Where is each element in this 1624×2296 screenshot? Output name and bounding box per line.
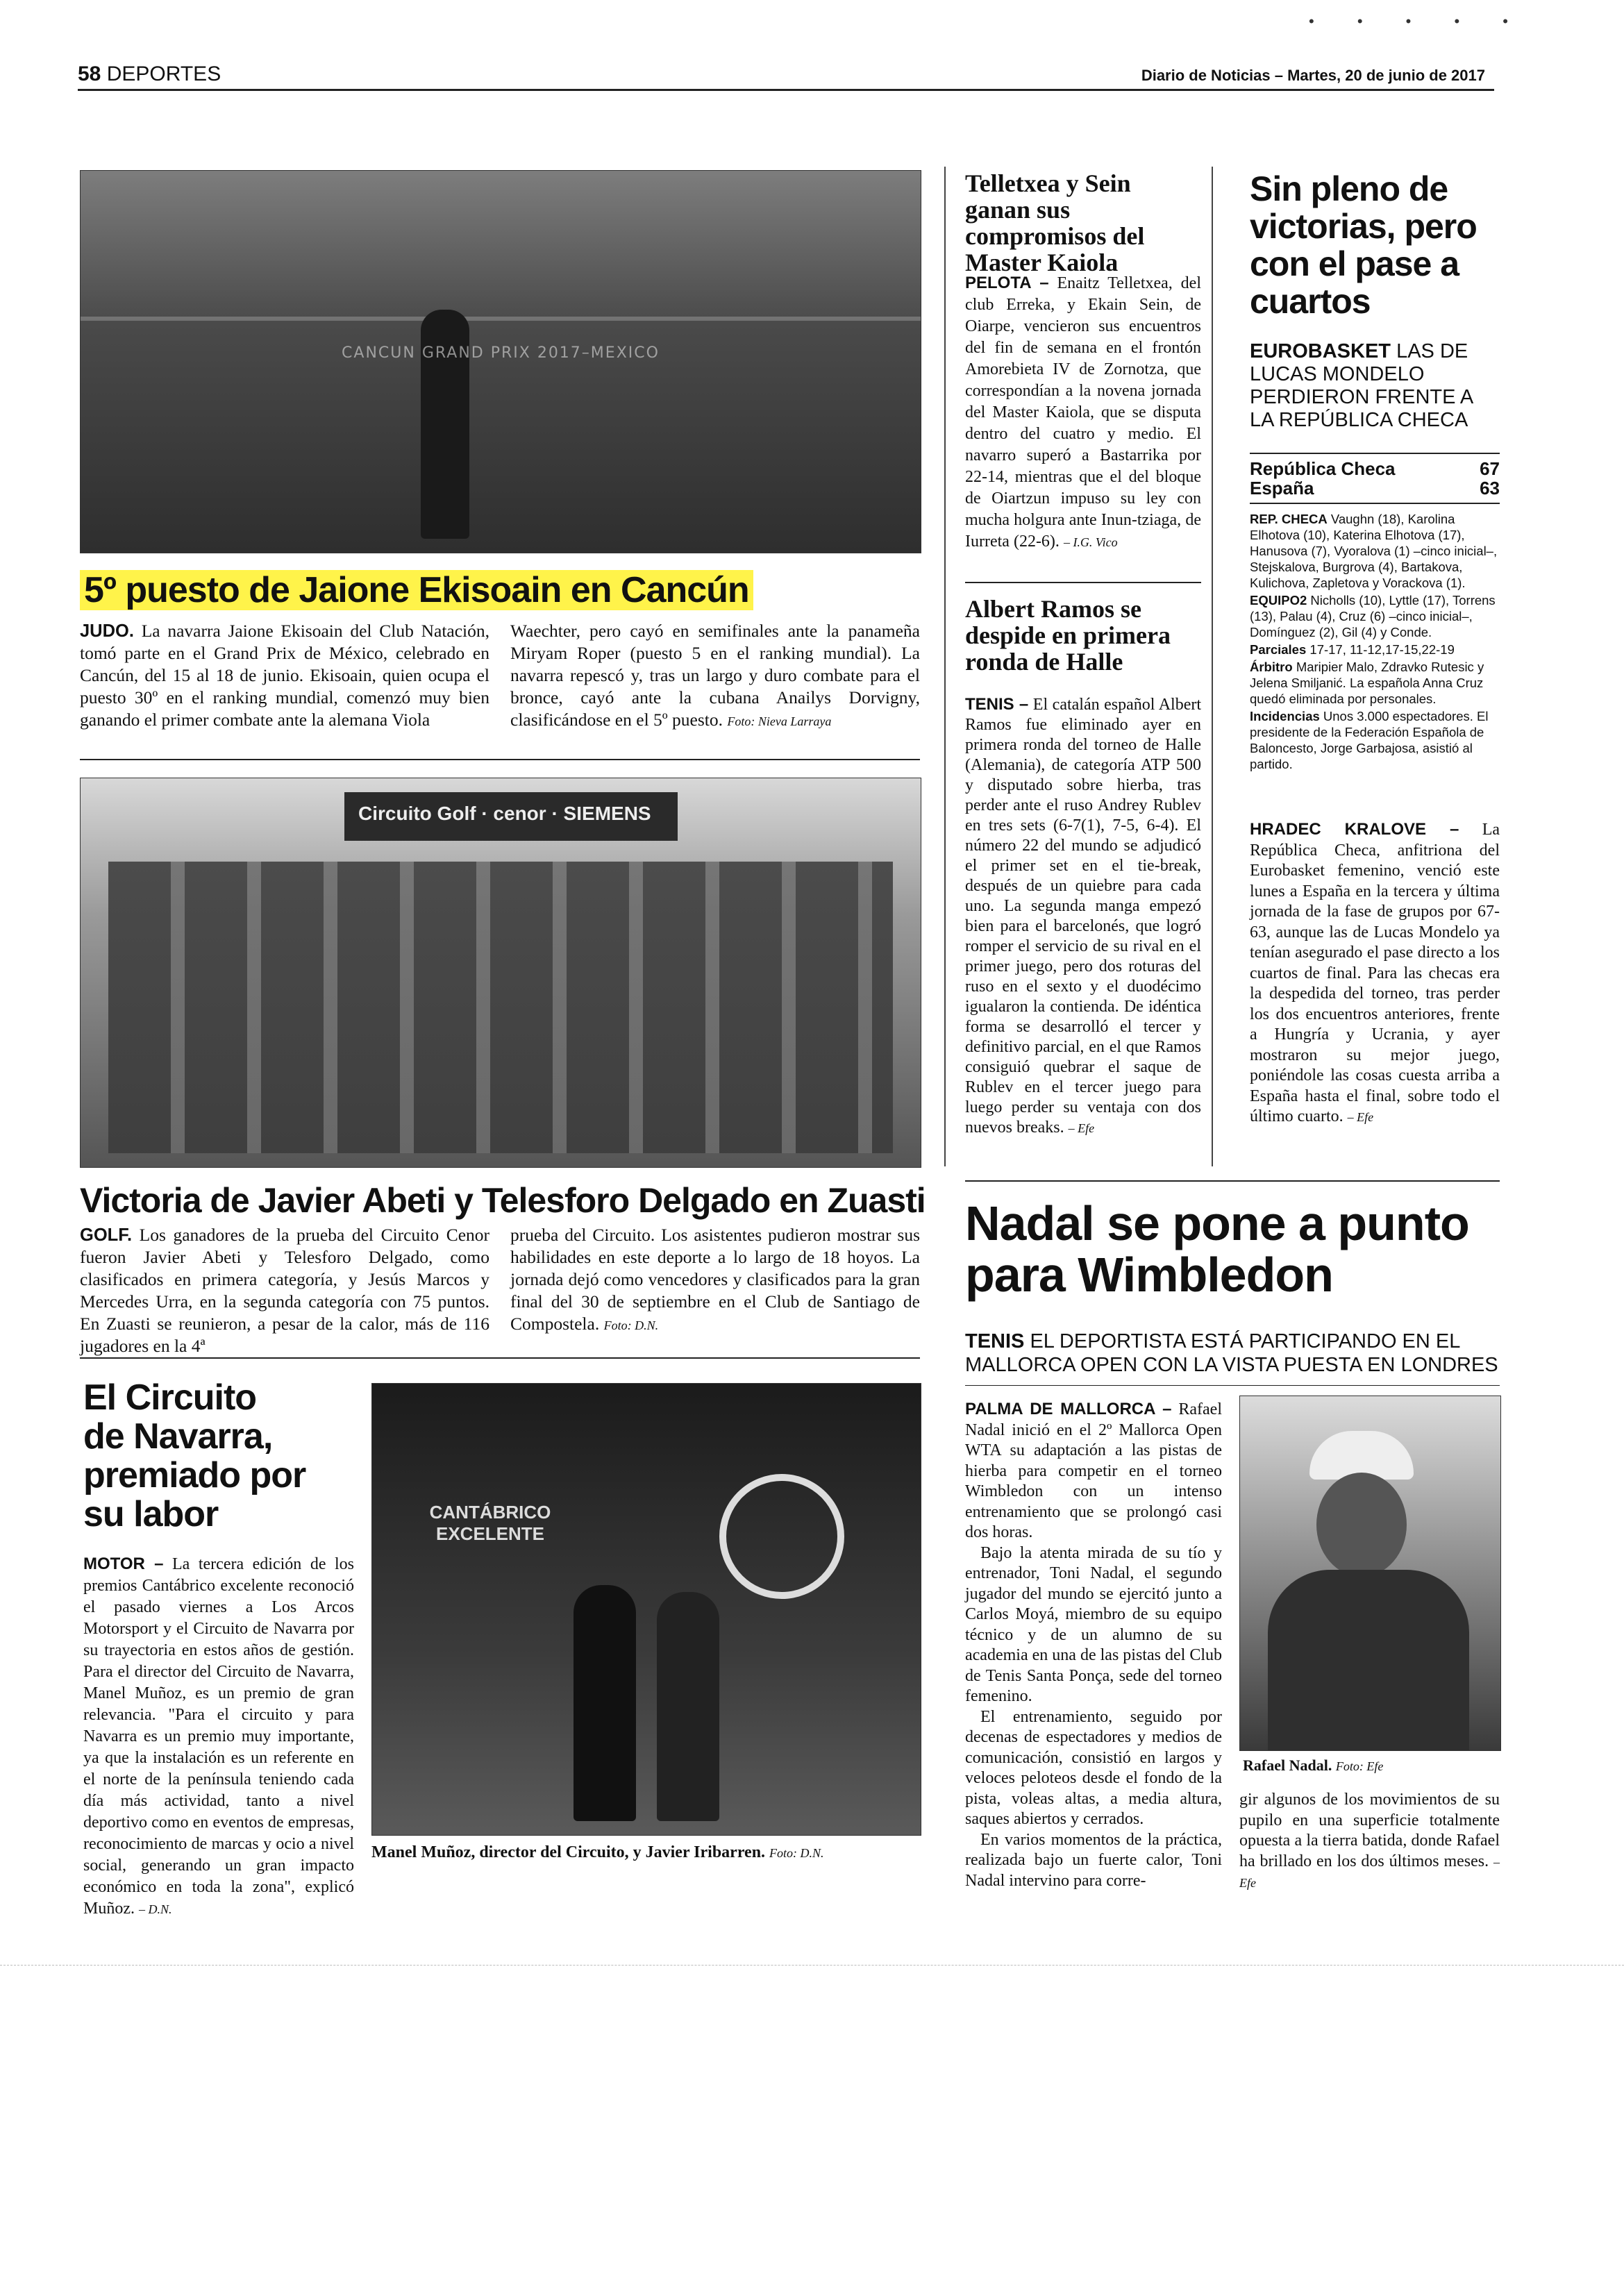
motor-caption-credit: Foto: D.N. — [769, 1846, 824, 1860]
golf-credit: Foto: D.N. — [603, 1318, 659, 1332]
eurobasket-headline-line: cuartos — [1250, 282, 1371, 321]
score-points: 63 — [1480, 478, 1500, 498]
nadal-top-rule — [965, 1180, 1500, 1182]
eurobasket-kicker2: HRADEC KRALOVE – — [1250, 820, 1459, 839]
golf-group-photo — [80, 778, 921, 1168]
score-row — [1250, 478, 1500, 498]
pelota-body — [965, 272, 1201, 553]
header-rule — [78, 89, 1494, 91]
motor-headline-line: premiado por — [83, 1455, 306, 1495]
judo-kicker: JUDO. — [80, 621, 134, 641]
person-right — [657, 1592, 719, 1821]
eurobasket-headline-line: con el pase a — [1250, 244, 1459, 283]
motor-award-photo — [371, 1383, 921, 1836]
stat-text: 17-17, 11-12,17-15,22-19 — [1309, 642, 1455, 657]
stat-text: Vaughn (18), Karolina Elhotova (10), Katerina Elhotova (17), Hanusova (7), Vyoralova (1) –cinco inicial–, Stejskalova, Burgrova (4), Bartakova, Kulichova, Zapletova y Vorackova (1). — [1250, 512, 1498, 590]
judo-col2 — [510, 620, 920, 732]
golf-col1 — [80, 1224, 489, 1357]
stat-label: Incidencias — [1250, 709, 1320, 723]
golf-group-figures — [108, 862, 893, 1153]
page-fold-line — [0, 1965, 1624, 1966]
motor-headline-line: El Circuito — [83, 1377, 257, 1418]
score-bottom-rule — [1250, 503, 1500, 504]
nadal-subhead-text: EL DEPORTISTA ESTÁ PARTICIPANDO EN EL MALLORCA OPEN CON LA VISTA PUESTA EN LONDRES — [965, 1330, 1498, 1376]
torso-shape — [1268, 1570, 1469, 1750]
golf-col2 — [510, 1224, 920, 1336]
pelota-body-text: Enaitz Telletxea, del club Erreka, y Ekain Sein, de Oiarpe, vencieron sus encuentros del fin de semana en el frontón Amorebieta IV de Zornotza, que correspondían a la novena jornada del Master Kaiola, que se disputa dentro del cuatro y medio. El navarro superó a Bastarrika por 22-14, mientras que el del bloque de Oiartzun impuso su ley con mucha holgura ante Inun-tziaga, de Iurreta (22-6). — [965, 274, 1201, 551]
ramos-signature: – Efe — [1068, 1121, 1095, 1135]
nadal-caption-text: Rafael Nadal. — [1243, 1757, 1332, 1774]
eurobasket-body-text: La República Checa, anfitriona del Eurobasket femenino, venció este lunes a España en la tercera y última jornada de la fase de grupos por 67-63, aunque las de Lucas Mondelo ya tenían asegurado el pase directo a los cuartos de final. Para las checas era la despedida del torneo, tras perder los dos encuentros anteriores, frente a Hungría y Ucrania, y ayer mostraron su mejor juego, poniéndole las cosas cuesta arriba a España hasta el final, sobre todo el último cuarto. — [1250, 821, 1500, 1125]
pelota-signature: – I.G. Vico — [1063, 535, 1118, 549]
stat-text: Unos 3.000 espectadores. El presidente de la Federación Española de Baloncesto, Jorge Garbajosa, asistió al partido. — [1250, 709, 1489, 771]
section-name: DEPORTES — [106, 62, 221, 85]
motor-body-text: La tercera edición de los premios Cantábrico excelente reconoció el pasado viernes a Los Arcos Motorsport y el Circuito de Navarra por su trayectoria en estos años de gestión. Para el director del Circuito de Navarra, Manel Muñoz, es un premio de gran relevancia. "Para el circuito y para Navarra es un premio muy importante, ya que la instalación es un referente en el norte de la península teniendo cada día más actividad, tanto a nivel deportivo como en eventos de empresas, reconocimiento de marcas y ocio a nivel social, generando un gran impacto económico en toda la zona", explicó Muñoz. — [83, 1555, 355, 1918]
pelota-headline: Telletxea y Sein ganan sus compromisos del Master Kaiola — [965, 169, 1145, 276]
score-points: 67 — [1480, 458, 1500, 479]
judo-divider — [80, 759, 920, 760]
nadal-p4: En varios momentos de la práctica, realizada bajo un fuerte calor, Toni Nadal intervino para corre- — [965, 1830, 1222, 1890]
eurobasket-stats — [1250, 511, 1500, 772]
stat-line — [1250, 642, 1500, 657]
motor-headline-line: de Navarra, — [83, 1416, 273, 1457]
column-rule-1 — [944, 167, 946, 1166]
stat-line — [1250, 511, 1500, 591]
nadal-p1: Rafael Nadal inició en el 2º Mallorca Open WTA su adaptación a las pistas de hierba para competir en el torneo Wimbledon con un intenso entrenamiento que se prolongó casi dos horas. — [965, 1400, 1222, 1541]
judo-col1 — [80, 620, 489, 731]
nadal-kicker2: PALMA DE MALLORCA – — [965, 1400, 1172, 1418]
stat-label: Árbitro — [1250, 660, 1293, 674]
nadal-kicker: TENIS — [965, 1330, 1025, 1352]
score-team: España — [1250, 478, 1314, 498]
golf-col1-text: Los ganadores de la prueba del Circuito Cenor fueron Javier Abeti y Telesforo Delgado, como clasificados en primera categoría, y Jesús Marcos y Mercedes Urra, en la segunda categoría con 75 puntos. En Zuasti se reunieron, a pesar de la calor, más de 116 jugadores en la 4ª — [80, 1225, 490, 1356]
award-logo — [719, 1474, 844, 1599]
judo-headline-text: 5º puesto de Jaione Ekisoain en Cancún — [80, 570, 753, 610]
column-rule-2 — [1212, 167, 1213, 1166]
judo-photo — [80, 170, 921, 553]
ramos-body — [965, 694, 1201, 1139]
eurobasket-kicker: EUROBASKET — [1250, 340, 1391, 362]
page-number: 58 — [78, 62, 101, 85]
pelota-divider — [965, 582, 1201, 583]
stat-label: REP. CHECA — [1250, 512, 1328, 526]
pelota-kicker: PELOTA – — [965, 274, 1049, 292]
golf-col2-text: prueba del Circuito. Los asistentes pudieron mostrar sus habilidades en este deporte a lo largo de 18 hoyos. La jornada dejó como vencedores y clasificados para la gran final del 30 de septiembre en el Club de Santiago de Compostela. — [510, 1225, 920, 1334]
motor-kicker: MOTOR – — [83, 1555, 164, 1573]
stat-label: Parciales — [1250, 642, 1307, 657]
nadal-caption-credit: Foto: Efe — [1335, 1759, 1384, 1773]
stat-text: Maripier Malo, Zdravko Rutesic y Jelena Smiljanić. La española Anna Cruz quedó eliminada por personales. — [1250, 660, 1484, 706]
nadal-caption — [1243, 1757, 1383, 1775]
eurobasket-headline-line: Sin pleno de — [1250, 169, 1448, 208]
judo-credit: Foto: Nieva Larraya — [727, 714, 832, 728]
golf-banner-text: Circuito Golf · cenor · SIEMENS — [358, 803, 651, 824]
judo-headline — [80, 569, 753, 611]
corner-marks: • • • • • — [1309, 12, 1527, 30]
eurobasket-subhead-text: LAS DE LUCAS MONDELO PERDIERON FRENTE A LA REPÚBLICA CHECA — [1250, 340, 1473, 431]
nadal-signature: – Efe — [1239, 1854, 1500, 1890]
nadal-subhead — [965, 1330, 1500, 1377]
ramos-headline: Albert Ramos se despide en primera ronda de Halle — [965, 595, 1171, 676]
judo-photo-banner: CANCUN GRAND PRIX 2017–MEXICO — [342, 344, 660, 362]
score-top-rule — [1250, 453, 1500, 454]
page-header-section — [78, 62, 221, 86]
eurobasket-subhead — [1250, 340, 1500, 432]
judo-col2-text: Waechter, pero cayó en semifinales ante la panameña Miryam Roper (puesto 5 en el ranking mundial). La navarra repescó y, tras un largo y duro combate para el bronce, cayó ante la cubana Anailys Dorvigny, clasificándose en el 5º puesto. — [510, 621, 920, 730]
judo-col1-text: La navarra Jaione Ekisoain del Club Natación, tomó parte en el Grand Prix de México, celebrado en Cancún, del 15 al 18 de junio. Ekisoain, quien ocupa el puesto 30º en el ranking mundial, comenzó muy bien ganando el primer combate ante la alemana Viola — [80, 621, 490, 730]
ramos-body-text: El catalán español Albert Ramos fue eliminado ayer en primera ronda del torneo de Halle (Alemania), de categoría ATP 500 y disputado sobre hierba, tras perder ante el ruso Andrey Rublev en tres sets (6-7(1), 7-5, 6-4). El número 22 del mundo se adjudicó el primer set en el tie-break, después de un quiebre para cada uno. La segunda manga empezó bien para el barcelonés, que logró romper el servicio de su rival en el primer juego, pero dos roturas del ruso en el sexto y el duodécimo igualaron la contienda. De idéntica forma se desarrolló el tercer y definitivo parcial, en el que Ramos consiguió quebrar el saque de Rublev en el tercer juego para luego perder su ventaja con dos nuevos breaks. — [965, 696, 1202, 1137]
nadal-sub-rule — [965, 1385, 1500, 1386]
motor-photo-sign: CANTÁBRICO EXCELENTE — [429, 1502, 551, 1544]
nadal-p2: Bajo la atenta mirada de su tío y entrenador, Toni Nadal, el segundo jugador del mundo se ejercitó junto a Carlos Moyá, miembro de su equipo técnico y de un alumno de su academia en una de las pistas del Club de Tenis Santa Ponça, sede del torneo femenino. — [965, 1543, 1222, 1705]
motor-headline-line: su labor — [83, 1494, 219, 1534]
ramos-kicker: TENIS – — [965, 695, 1029, 714]
motor-signature: – D.N. — [139, 1902, 172, 1916]
motor-headline — [83, 1378, 305, 1534]
nadal-col1 — [965, 1399, 1222, 1891]
golf-kicker: GOLF. — [80, 1225, 133, 1245]
motor-caption — [371, 1843, 824, 1862]
stat-line — [1250, 708, 1500, 772]
score-row — [1250, 458, 1500, 479]
nadal-headline: Nadal se pone a punto para Wimbledon — [965, 1196, 1469, 1302]
eurobasket-headline-line: victorias, pero — [1250, 207, 1477, 246]
motor-body — [83, 1553, 354, 1920]
head-shape — [1316, 1473, 1407, 1577]
stat-line — [1250, 659, 1500, 707]
golf-headline: Victoria de Javier Abeti y Telesforo Delgado en Zuasti — [80, 1181, 926, 1220]
eurobasket-signature: – Efe — [1347, 1110, 1374, 1124]
eurobasket-headline — [1250, 170, 1477, 320]
stat-label: EQUIPO2 — [1250, 593, 1307, 607]
person-left — [574, 1585, 636, 1821]
nadal-col2 — [1239, 1790, 1500, 1894]
golf-divider — [80, 1357, 920, 1359]
stat-line — [1250, 592, 1500, 640]
stat-text: Nicholls (10), Lyttle (17), Torrens (13), Palau (4), Cruz (6) –cinco inicial–, Domínguez (2), Gil (4) y Conde. — [1250, 593, 1496, 639]
paper-date: Diario de Noticias – Martes, 20 de junio de 2017 — [1141, 67, 1485, 84]
nadal-photo — [1239, 1396, 1501, 1751]
eurobasket-body — [1250, 819, 1500, 1128]
motor-caption-text: Manel Muñoz, director del Circuito, y Javier Iribarren. — [371, 1843, 766, 1861]
nadal-p3: El entrenamiento, seguido por decenas de espectadores y medios de comunicación, consistió en largos y veloces peloteos desde el fondo de la pista, voleas altas, a media altura, saques abiertos y cerrados. — [965, 1707, 1222, 1828]
score-team: República Checa — [1250, 458, 1396, 479]
nadal-col2-text: gir algunos de los movimientos de su pupilo en una superficie totalmente opuesta a la tierra batida, donde Rafael ha brillado en los dos últimos meses. — [1239, 1791, 1500, 1870]
